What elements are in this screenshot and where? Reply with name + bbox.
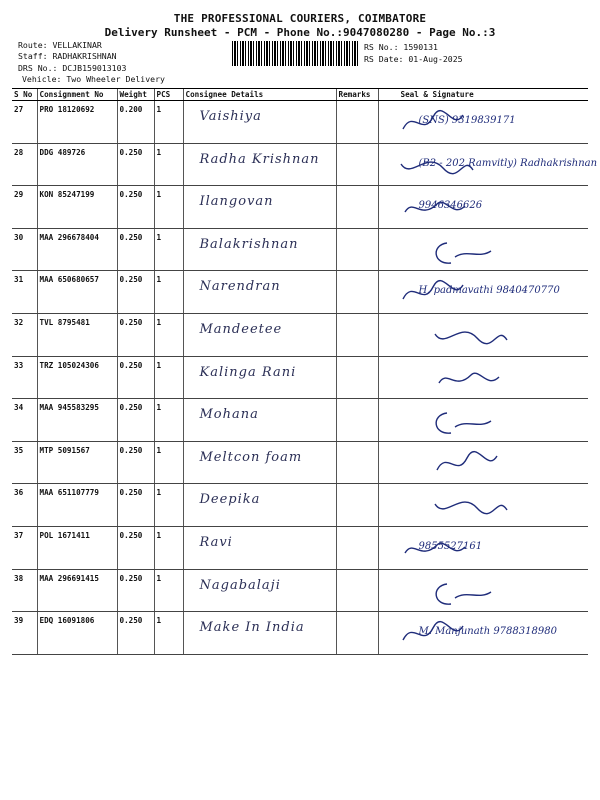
remarks-cell [336, 271, 378, 314]
consignee-cell [183, 313, 336, 356]
consignee-handwriting: Narendran [199, 279, 281, 295]
table-row [12, 399, 588, 442]
sno-cell: 28 [12, 143, 37, 186]
sno-cell: 37 [12, 526, 37, 569]
signature-cell [378, 143, 598, 186]
consignment-cell: TRZ 105024306 [37, 356, 117, 399]
consignee-cell [183, 399, 336, 442]
consignment-cell: DDG 489726 [37, 143, 117, 186]
col-remarks: Remarks [336, 89, 378, 101]
table-row [12, 526, 588, 569]
table-row [12, 612, 588, 655]
table-row [12, 356, 588, 399]
table-row [12, 271, 588, 314]
col-signature: Seal & Signature [378, 89, 588, 101]
col-pcs: PCS [154, 89, 183, 101]
consignee-cell [183, 526, 336, 569]
table-row [12, 101, 588, 144]
consignee-cell [183, 186, 336, 229]
table-row [12, 484, 588, 527]
consignment-cell: MAA 296678404 [37, 228, 117, 271]
weight-cell: 0.250 [117, 356, 154, 399]
signature-handwriting: 9855527161 [418, 540, 483, 552]
remarks-cell [336, 101, 378, 144]
pcs-cell: 1 [154, 484, 183, 527]
signature-scribble-icon [427, 363, 517, 395]
weight-cell: 0.250 [117, 313, 154, 356]
signature-cell [378, 101, 588, 144]
signature-handwriting: H. padmavathi 9840470770 [418, 285, 560, 297]
sno-cell: 36 [12, 484, 37, 527]
sno-cell: 34 [12, 399, 37, 442]
signature-scribble-icon [427, 405, 517, 437]
pcs-cell: 1 [154, 186, 183, 229]
consignee-handwriting: Ilangovan [199, 194, 274, 210]
table-row [12, 569, 588, 612]
table-header-row [12, 89, 588, 101]
col-sno: S No [12, 89, 37, 101]
pcs-cell: 1 [154, 143, 183, 186]
consignee-cell [183, 484, 336, 527]
consignee-cell [183, 356, 336, 399]
drs-label: DRS No.: DCJB159013103 [18, 63, 127, 73]
remarks-cell [336, 143, 378, 186]
signature-cell [378, 399, 588, 442]
remarks-cell [336, 356, 378, 399]
remarks-cell [336, 526, 378, 569]
signature-cell [378, 441, 588, 484]
signature-scribble-icon [427, 490, 517, 522]
pcs-cell: 1 [154, 101, 183, 144]
vehicle-label: Vehicle: Two Wheeler Delivery [22, 74, 165, 84]
consignee-handwriting: Radha Krishnan [199, 151, 320, 167]
sno-cell: 30 [12, 228, 37, 271]
table-row [12, 186, 588, 229]
remarks-cell [336, 569, 378, 612]
consignment-cell: MAA 945583295 [37, 399, 117, 442]
pcs-cell: 1 [154, 569, 183, 612]
remarks-cell [336, 313, 378, 356]
table-row [12, 228, 588, 271]
consignee-cell [183, 271, 336, 314]
sno-cell: 38 [12, 569, 37, 612]
pcs-cell: 1 [154, 356, 183, 399]
consignee-cell [183, 441, 336, 484]
sno-cell: 35 [12, 441, 37, 484]
rs-number: RS No.: 1590131 [364, 42, 438, 52]
signature-cell [378, 186, 588, 229]
consignee-handwriting: Nagabalaji [199, 577, 281, 593]
consignee-handwriting: Balakrishnan [199, 236, 299, 252]
pcs-cell: 1 [154, 313, 183, 356]
signature-cell [378, 612, 588, 655]
signature-handwriting: 9946346626 [418, 200, 483, 212]
signature-cell [378, 356, 588, 399]
pcs-cell: 1 [154, 228, 183, 271]
consignee-cell [183, 143, 336, 186]
pcs-cell: 1 [154, 441, 183, 484]
rs-date: RS Date: 01-Aug-2025 [364, 54, 463, 64]
pcs-cell: 1 [154, 526, 183, 569]
signature-cell [378, 228, 588, 271]
consignee-handwriting: Deepika [199, 492, 261, 508]
consignee-handwriting: Kalinga Rani [199, 364, 297, 380]
col-weight: Weight [117, 89, 154, 101]
signature-scribble-icon [427, 320, 517, 352]
remarks-cell [336, 441, 378, 484]
consignee-handwriting: Ravi [199, 534, 233, 550]
company-title: THE PROFESSIONAL COURIERS, COIMBATORE [173, 12, 427, 25]
sno-cell: 39 [12, 612, 37, 655]
consignment-cell: EDQ 16091806 [37, 612, 117, 655]
barcode-icon [232, 41, 358, 66]
signature-handwriting: (SNS) 9319839171 [418, 115, 516, 126]
signature-cell [378, 569, 588, 612]
consignee-cell [183, 228, 336, 271]
runsheet-subtitle: Delivery Runsheet - PCM - Phone No.:9047080280 - Page No.:3 [104, 26, 496, 39]
weight-cell: 0.250 [117, 441, 154, 484]
sno-cell: 27 [12, 101, 37, 144]
remarks-cell [336, 612, 378, 655]
sno-cell: 32 [12, 313, 37, 356]
weight-cell: 0.250 [117, 143, 154, 186]
signature-cell [378, 313, 588, 356]
remarks-cell [336, 186, 378, 229]
sno-cell: 29 [12, 186, 37, 229]
staff-label: Staff: RADHAKRISHNAN [18, 51, 117, 61]
signature-cell [378, 484, 588, 527]
consignee-handwriting: Make In India [199, 620, 305, 636]
runsheet-table [12, 88, 598, 655]
consignment-cell: KON 85247199 [37, 186, 117, 229]
remarks-cell [336, 484, 378, 527]
weight-cell: 0.250 [117, 569, 154, 612]
consignment-cell: POL 1671411 [37, 526, 117, 569]
weight-cell: 0.250 [117, 399, 154, 442]
consignee-handwriting: Mandeetee [199, 321, 283, 337]
consignment-cell: MAA 651107779 [37, 484, 117, 527]
table-row [12, 143, 588, 186]
pcs-cell: 1 [154, 271, 183, 314]
remarks-cell [336, 228, 378, 271]
consignee-handwriting: Vaishiya [199, 109, 262, 124]
weight-cell: 0.250 [117, 612, 154, 655]
weight-cell: 0.250 [117, 271, 154, 314]
weight-cell: 0.250 [117, 186, 154, 229]
col-consignment: Consignment No [37, 89, 117, 101]
col-consignee: Consignee Details [183, 89, 336, 101]
signature-scribble-icon [427, 576, 517, 608]
consignment-cell: MTP 5091567 [37, 441, 117, 484]
pcs-cell: 1 [154, 612, 183, 655]
weight-cell: 0.250 [117, 228, 154, 271]
consignment-cell: PRO 18120692 [37, 101, 117, 144]
route-label: Route: VELLAKINAR [18, 40, 102, 50]
pcs-cell: 1 [154, 399, 183, 442]
consignment-cell: TVL 8795481 [37, 313, 117, 356]
signature-cell [378, 526, 588, 569]
weight-cell: 0.200 [117, 101, 154, 144]
table-row [12, 441, 588, 484]
remarks-cell [336, 399, 378, 442]
table-row [12, 313, 588, 356]
sno-cell: 33 [12, 356, 37, 399]
sno-cell: 31 [12, 271, 37, 314]
consignee-handwriting: Meltcon foam [199, 449, 303, 465]
signature-cell [378, 271, 588, 314]
weight-cell: 0.250 [117, 484, 154, 527]
signature-scribble-icon [427, 235, 517, 267]
consignment-cell: MAA 650680657 [37, 271, 117, 314]
signature-handwriting: (B2 - 202 Ramvitly) Radhakrishnan [418, 157, 598, 169]
weight-cell: 0.250 [117, 526, 154, 569]
consignment-cell: MAA 296691415 [37, 569, 117, 612]
consignee-cell [183, 569, 336, 612]
consignee-cell [183, 101, 336, 144]
signature-handwriting: M. Manjunath 9788318980 [418, 626, 557, 638]
signature-scribble-icon [427, 448, 517, 480]
consignee-handwriting: Mohana [199, 407, 259, 423]
consignee-cell [183, 612, 336, 655]
